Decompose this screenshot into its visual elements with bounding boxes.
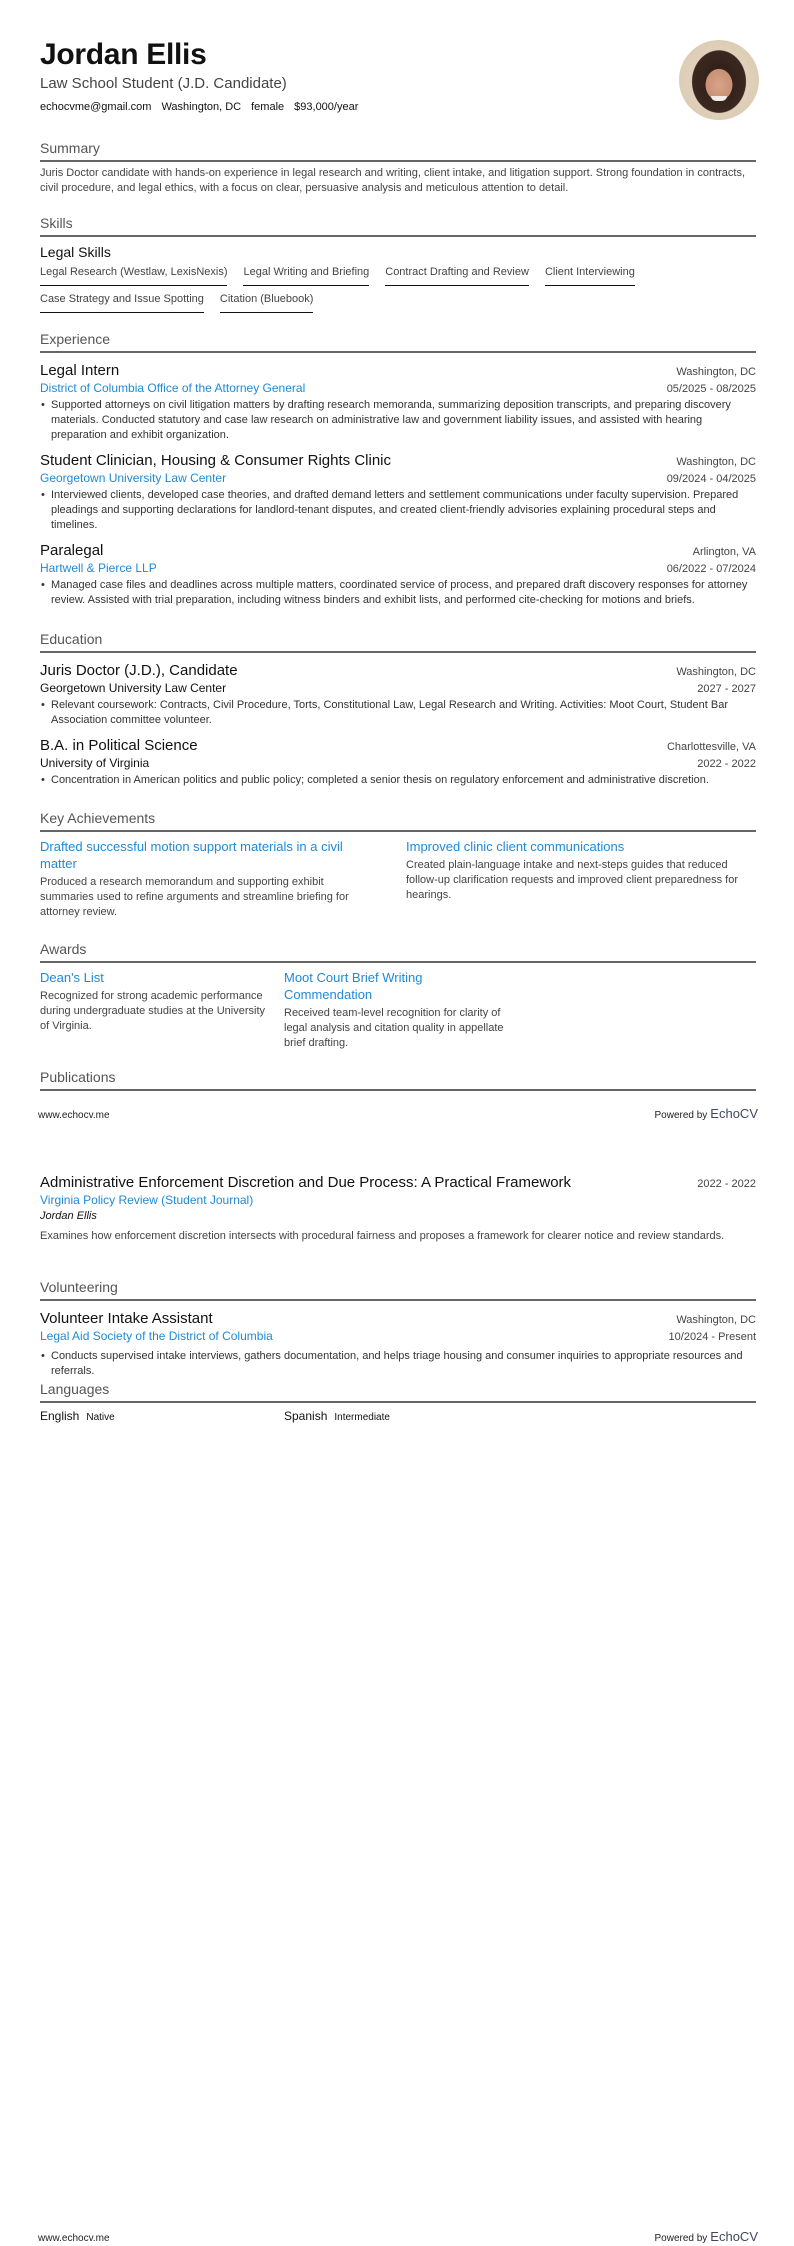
job-bullets (40, 398, 756, 443)
bullet-item: • Managed case files and deadlines across multiple matters, coordinated service of process, and prepared draft discovery responses for attorney review. Assisted with trial preparation, including witness binders and exhibit lists, and performed cite-checking for motions and briefs. (40, 578, 756, 608)
volunteer-dates: 10/2024 - Present (668, 1331, 756, 1343)
award-item (284, 969, 512, 1051)
job-bullets (40, 578, 756, 608)
section-heading-awards: Awards (40, 940, 756, 963)
award-title: Moot Court Brief Writing Commendation (284, 970, 423, 1002)
contact-gender: female (251, 101, 285, 113)
avatar (679, 40, 759, 120)
achievement-title: Drafted successful motion support materials in a civil matter (40, 839, 343, 871)
language-item (40, 1409, 284, 1423)
skill-tags (40, 265, 756, 313)
experience-entry (40, 451, 756, 533)
resume-page-2 (0, 1123, 794, 2246)
resume-header (40, 38, 756, 115)
summary-text: Juris Doctor candidate with hands-on experience in legal research and writing, client intake, and litigation support. Strong foundation in contracts, civil procedure, and legal ethics, with a focus on clear, persuasive analysis and meticulous attention to detail. (40, 167, 746, 194)
achievement-description: Created plain-language intake and next-steps guides that reduced follow-up clarification requests and improved client preparedness for hearings. (406, 859, 739, 901)
footer-website-link[interactable]: www.echocv.me (38, 2233, 110, 2244)
education-section (40, 630, 756, 788)
job-location: Washington, DC (676, 456, 756, 468)
degree-title: B.A. in Political Science (40, 737, 198, 754)
bullet-item: • Supported attorneys on civil litigation matters by drafting research memoranda, summarizing deposition transcripts, and preparing discovery materials. Conducted statutory and case law research on administrative law and government liability issues, and assisted with hearing preparation and exhibit organization. (40, 398, 756, 443)
school-location: Charlottesville, VA (666, 741, 756, 753)
volunteer-org-link[interactable]: Legal Aid Society of the District of Columbia (40, 1329, 273, 1343)
achievement-item (406, 838, 756, 920)
language-item (284, 1409, 528, 1423)
education-bullets (40, 698, 756, 728)
bullet-item: • Relevant coursework: Contracts, Civil Procedure, Torts, Constitutional Law, Legal Research and Writing. Activities: Moot Court, Student Bar Association committee volunteer. (40, 698, 756, 728)
job-dates: 09/2024 - 04/2025 (666, 473, 756, 485)
footer-website-link[interactable]: www.echocv.me (38, 1110, 110, 1121)
award-title: Dean's List (40, 970, 104, 985)
job-title: Legal Intern (40, 362, 120, 379)
section-heading-summary: Summary (40, 139, 756, 162)
skill-tag: Client Interviewing (545, 265, 635, 286)
achievement-title: Improved clinic client communications (406, 839, 625, 854)
publication-publisher-link[interactable]: Virginia Policy Review (Student Journal) (40, 1193, 254, 1207)
language-level: Intermediate (334, 1412, 390, 1423)
volunteering-section (40, 1278, 756, 1379)
avatar-smile-shape (711, 96, 727, 101)
job-location: Washington, DC (676, 366, 756, 378)
education-dates: 2022 - 2022 (697, 758, 756, 770)
page-footer (38, 2228, 758, 2246)
publication-description: Examines how enforcement discretion intersects with procedural fairness and proposes a framework for clearer notice and review standards. (40, 1230, 725, 1242)
award-description: Received team-level recognition for clarity of legal analysis and citation quality in appellate brief drafting. (284, 1007, 504, 1049)
volunteer-entry (40, 1309, 756, 1379)
school-name: Georgetown University Law Center (40, 681, 227, 695)
job-bullets (40, 488, 756, 533)
education-dates: 2027 - 2027 (697, 683, 756, 695)
brand-logo-text[interactable]: EchoCV (710, 1106, 758, 1121)
experience-entry (40, 541, 756, 608)
skill-tag: Case Strategy and Issue Spotting (40, 292, 204, 313)
employer-link[interactable]: Hartwell & Pierce LLP (40, 561, 157, 575)
section-heading-languages: Languages (40, 1380, 756, 1403)
summary-section (40, 139, 756, 196)
school-location: Washington, DC (676, 666, 756, 678)
achievement-item (40, 838, 380, 920)
volunteer-location: Washington, DC (676, 1314, 756, 1326)
job-dates: 06/2022 - 07/2024 (666, 563, 756, 575)
awards-section (40, 940, 756, 1051)
contact-salary: $93,000/year (294, 101, 359, 113)
award-description: Recognized for strong academic performance during undergraduate studies at the University of Virginia. (40, 990, 266, 1032)
page-footer (38, 1105, 758, 1123)
languages-section (40, 1380, 756, 1423)
language-name: Spanish (284, 1409, 328, 1423)
section-heading-publications: Publications (40, 1068, 756, 1091)
section-heading-achievements: Key Achievements (40, 809, 756, 832)
employer-link[interactable]: Georgetown University Law Center (40, 471, 227, 485)
bullet-item: • Interviewed clients, developed case theories, and drafted demand letters and settlement communications under faculty supervision. Prepared pleadings and supporting declarations for landlord-tenant disputes, and created client-friendly advisories explaining procedural steps and timelines. (40, 488, 756, 533)
skill-tag: Legal Research (Westlaw, LexisNexis) (40, 265, 227, 286)
section-heading-skills: Skills (40, 214, 756, 237)
skill-group-title: Legal Skills (40, 244, 111, 260)
brand-logo-text[interactable]: EchoCV (710, 2229, 758, 2244)
footer-powered-by (654, 2228, 758, 2246)
bullet-item: • Conducts supervised intake interviews, gathers documentation, and helps triage housing and consumer inquiries to appropriate resources and referrals. (40, 1349, 756, 1379)
footer-powered-by (654, 1105, 758, 1123)
education-bullets (40, 773, 756, 788)
school-name: University of Virginia (40, 756, 150, 770)
skill-tag: Contract Drafting and Review (385, 265, 529, 286)
education-entry (40, 736, 756, 788)
language-level: Native (86, 1412, 115, 1423)
skill-tag: Legal Writing and Briefing (243, 265, 369, 286)
contact-location: Washington, DC (161, 101, 242, 113)
powered-by-label: Powered by (654, 1110, 708, 1121)
language-name: English (40, 1409, 80, 1423)
achievements-section (40, 809, 756, 920)
achievement-description: Produced a research memorandum and supporting exhibit summaries used to refine arguments and streamline briefing for attorney review. (40, 876, 349, 918)
publication-author: Jordan Ellis (40, 1210, 97, 1222)
job-title: Paralegal (40, 542, 104, 559)
publication-entry (40, 1173, 756, 1244)
employer-link[interactable]: District of Columbia Office of the Attorney General (40, 381, 306, 395)
contact-email[interactable]: echocvme@gmail.com (40, 101, 152, 113)
publications-section (40, 1068, 756, 1091)
powered-by-label: Powered by (654, 2233, 708, 2244)
job-location: Arlington, VA (692, 546, 756, 558)
skills-section (40, 214, 756, 313)
volunteer-bullets (40, 1349, 756, 1379)
job-dates: 05/2025 - 08/2025 (666, 383, 756, 395)
award-item (40, 969, 268, 1051)
experience-entry (40, 361, 756, 443)
candidate-title: Law School Student (J.D. Candidate) (40, 75, 287, 92)
publication-dates: 2022 - 2022 (697, 1178, 756, 1190)
bullet-item: • Concentration in American politics and public policy; completed a senior thesis on regulatory enforcement and administrative discretion. (40, 773, 756, 788)
section-heading-volunteering: Volunteering (40, 1278, 756, 1301)
degree-title: Juris Doctor (J.D.), Candidate (40, 662, 238, 679)
experience-section (40, 330, 756, 608)
volunteer-role: Volunteer Intake Assistant (40, 1310, 213, 1327)
skill-tag: Citation (Bluebook) (220, 292, 314, 313)
candidate-name: Jordan Ellis (40, 38, 207, 71)
contact-info (40, 100, 756, 115)
job-title: Student Clinician, Housing & Consumer Rights Clinic (40, 452, 391, 469)
section-heading-experience: Experience (40, 330, 756, 353)
section-heading-education: Education (40, 630, 756, 653)
publication-title: Administrative Enforcement Discretion and Due Process: A Practical Framework (40, 1174, 572, 1191)
education-entry (40, 661, 756, 728)
